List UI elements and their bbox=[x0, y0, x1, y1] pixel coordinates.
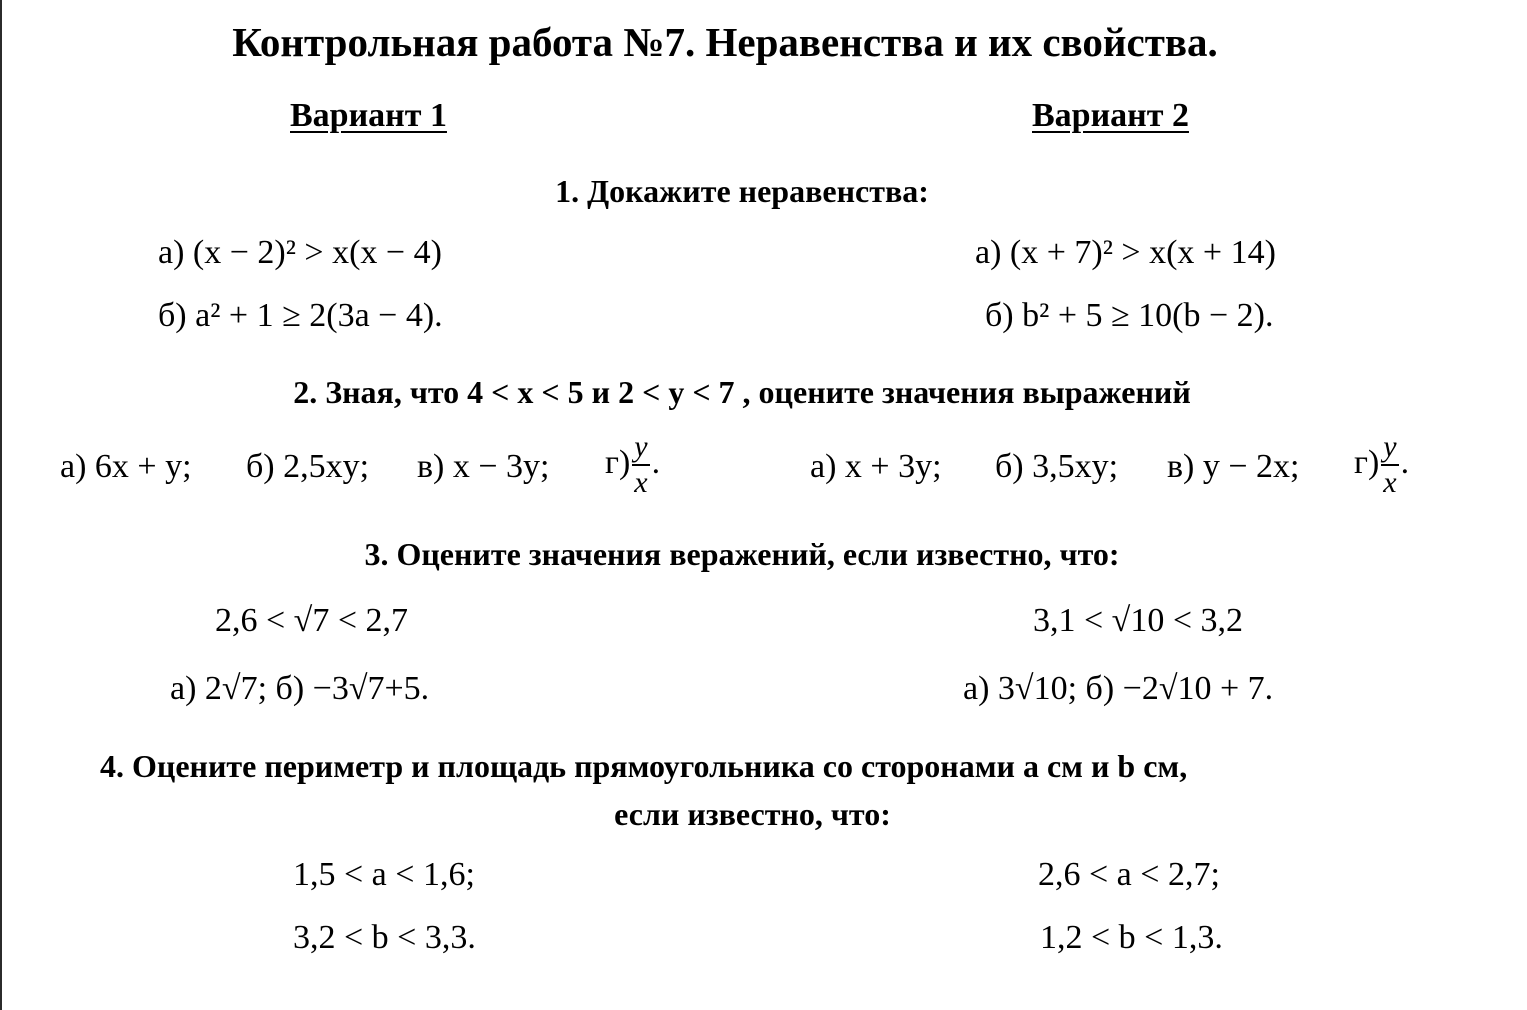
task-2-v2-fraction bbox=[1381, 432, 1398, 498]
task-3-v1-tasks: а) 2√7; б) −3√7+5. bbox=[170, 670, 430, 707]
task-2-v1-b: б) 2,5xy; bbox=[246, 448, 370, 485]
fraction-denominator: x bbox=[634, 466, 648, 499]
task-2-v2-d bbox=[1354, 432, 1409, 498]
task-2-v1-a: а) 6x + y; bbox=[60, 448, 192, 485]
task-2-v2-b: б) 3,5xy; bbox=[995, 448, 1119, 485]
task-2-heading: 2. Зная, что 4 < x < 5 и 2 < y < 7 , оцените значения выражений bbox=[293, 374, 1191, 410]
task-3-v2-given: 3,1 < √10 < 3,2 bbox=[1033, 602, 1244, 639]
task-1-v2-a: а) (x + 7)² > x(x + 14) bbox=[975, 234, 1276, 271]
task-3-v2-tasks: а) 3√10; б) −2√10 + 7. bbox=[963, 670, 1274, 707]
fraction-numerator: y bbox=[1381, 432, 1398, 466]
page-left-border bbox=[0, 0, 2, 1010]
task-4-v1-a: 1,5 < a < 1,6; bbox=[293, 856, 475, 893]
task-2-v2-d-end: . bbox=[1400, 443, 1410, 481]
task-2-v1-d-label: г) bbox=[605, 443, 631, 481]
task-4-v1-b: 3,2 < b < 3,3. bbox=[293, 919, 476, 956]
task-1-heading: 1. Докажите неравенства: bbox=[555, 173, 929, 209]
fraction-denominator: x bbox=[1383, 466, 1397, 499]
fraction-numerator: y bbox=[632, 432, 649, 466]
page-title: Контрольная работа №7. Неравенства и их свойства. bbox=[232, 19, 1218, 65]
task-3-heading: 3. Оцените значения веражений, если известно, что: bbox=[364, 536, 1120, 572]
variant-2-heading: Вариант 2 bbox=[1032, 97, 1189, 134]
task-2-v1-d-end: . bbox=[651, 443, 661, 481]
task-4-v2-b: 1,2 < b < 1,3. bbox=[1040, 919, 1223, 956]
variant-1-heading: Вариант 1 bbox=[290, 97, 447, 134]
task-4-heading-line-1: 4. Оцените периметр и площадь прямоугольника со сторонами a см и b см, bbox=[100, 748, 1188, 784]
task-2-v1-fraction bbox=[632, 432, 649, 498]
task-2-v1-c: в) x − 3y; bbox=[417, 448, 550, 485]
task-1-v2-b: б) b² + 5 ≥ 10(b − 2). bbox=[985, 297, 1274, 334]
task-2-v2-a: а) x + 3y; bbox=[810, 448, 942, 485]
task-4-heading-line-2: если известно, что: bbox=[614, 796, 891, 832]
task-1-v1-a: а) (x − 2)² > x(x − 4) bbox=[158, 234, 442, 271]
task-2-v1-d bbox=[605, 432, 660, 498]
task-2-v2-d-label: г) bbox=[1354, 443, 1380, 481]
task-4-v2-a: 2,6 < a < 2,7; bbox=[1038, 856, 1220, 893]
task-2-v2-c: в) y − 2x; bbox=[1167, 448, 1300, 485]
task-3-v1-given: 2,6 < √7 < 2,7 bbox=[215, 602, 409, 639]
task-1-v1-b: б) a² + 1 ≥ 2(3a − 4). bbox=[158, 297, 443, 334]
